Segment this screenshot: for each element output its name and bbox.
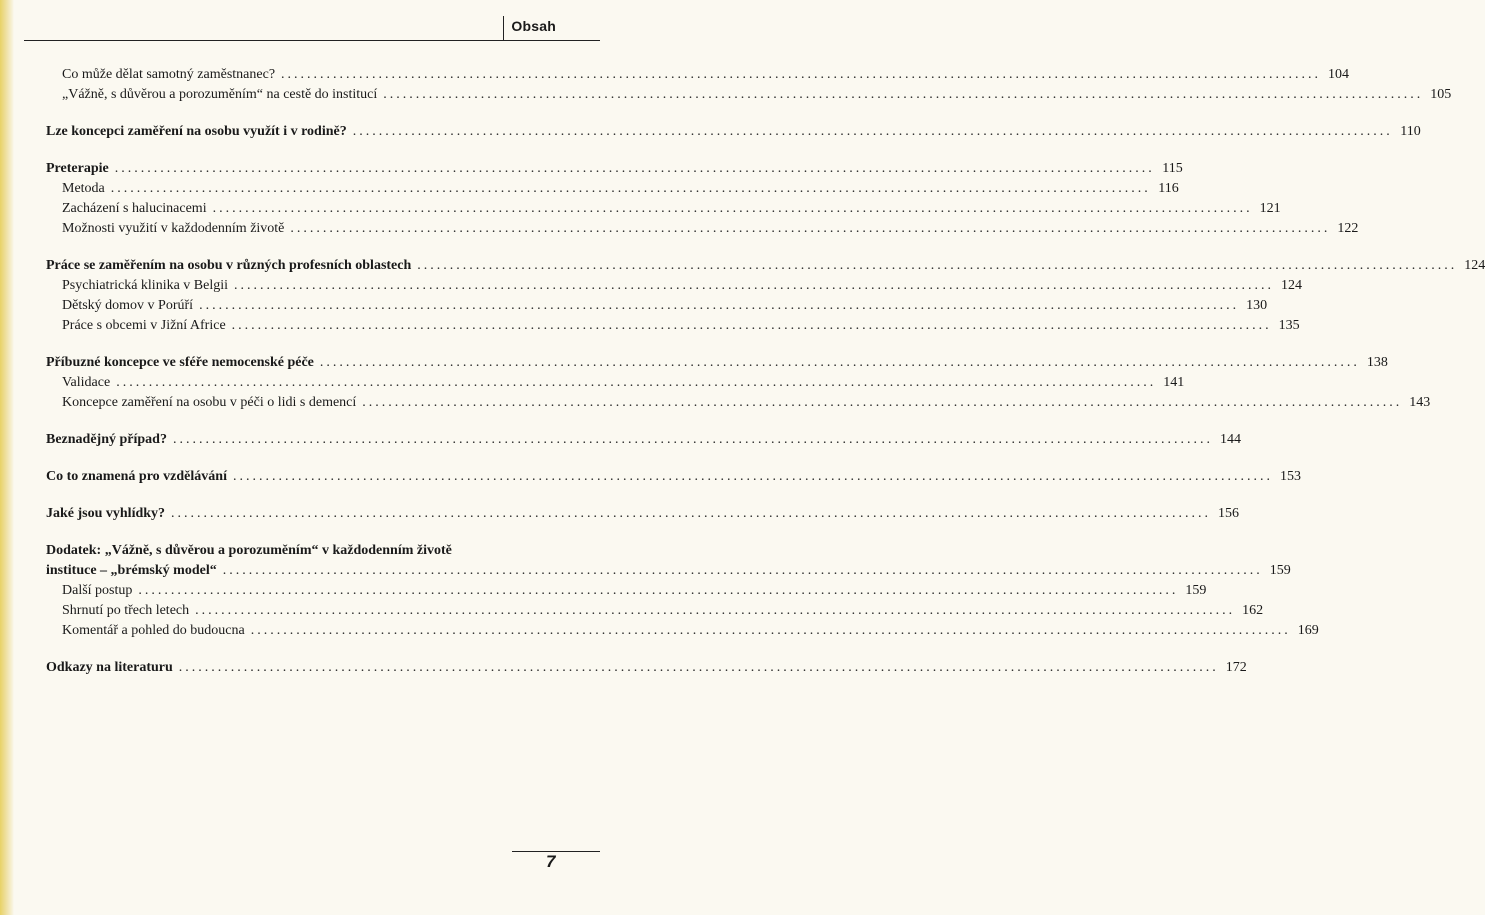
leader-dots	[281, 65, 1321, 85]
toc-chapter-title: Lze koncepci zaměření na osobu využít i v rodině?	[46, 124, 347, 139]
page-number: 7	[546, 852, 556, 871]
leader-dots	[362, 393, 1402, 413]
leader-dots	[116, 373, 1156, 393]
toc-entry-title: Práce s obcemi v Jižní Africe	[62, 318, 226, 333]
leader-dots	[234, 276, 1274, 296]
toc-chapter-title: Jaké jsou vyhlídky?	[46, 506, 166, 521]
toc-entry-page: 104	[1328, 67, 1350, 82]
header-rule	[24, 40, 600, 41]
toc-chapter[interactable]	[46, 430, 1241, 450]
toc-entry[interactable]	[46, 373, 1185, 393]
toc-entry[interactable]	[46, 276, 1303, 296]
toc-entry-title: Zacházení s halucinacemi	[62, 201, 207, 216]
leader-dots	[251, 621, 1291, 641]
toc-entry[interactable]	[46, 296, 1268, 316]
leader-dots	[171, 504, 1211, 524]
toc-chapter-title: Dodatek: „Vážně, s důvěrou a porozuměním“ v každodenním životě	[46, 543, 452, 558]
leader-dots	[179, 658, 1219, 678]
toc-entry[interactable]	[46, 199, 1281, 219]
toc-entry-page: 162	[1242, 603, 1264, 618]
toc-chapter-page: 115	[1162, 161, 1183, 176]
leader-dots	[417, 256, 1457, 276]
toc-entry-page: 169	[1297, 623, 1319, 638]
leader-dots	[320, 353, 1360, 373]
toc-chapter-title-cont: instituce – „brémský model“	[46, 563, 217, 578]
toc-chapter[interactable]	[46, 504, 1240, 524]
toc-entry-page: 159	[1185, 583, 1207, 598]
toc-chapter[interactable]	[46, 256, 1485, 276]
leader-dots	[115, 159, 1155, 179]
leader-dots	[383, 85, 1423, 105]
page-edge	[0, 0, 14, 915]
toc-entry-page: 130	[1246, 298, 1268, 313]
toc-chapter-page: 159	[1269, 563, 1291, 578]
toc-chapter-page: 144	[1219, 432, 1241, 447]
toc-entry[interactable]	[46, 581, 1207, 601]
table-of-contents	[46, 65, 1485, 678]
leader-dots	[353, 122, 1393, 142]
toc-entry-page: 105	[1430, 87, 1452, 102]
toc-chapter-title: Co to znamená pro vzdělávání	[46, 469, 227, 484]
leader-dots	[195, 601, 1235, 621]
footer-rule	[512, 851, 600, 852]
toc-chapter[interactable]	[46, 467, 1301, 487]
toc-chapter-page: 124	[1464, 258, 1485, 273]
toc-entry-page: 116	[1158, 181, 1179, 196]
toc-entry-title: Shrnutí po třech letech	[62, 603, 190, 618]
leader-dots	[138, 581, 1178, 601]
leader-dots	[290, 219, 1330, 239]
toc-entry[interactable]	[46, 316, 1300, 336]
toc-entry-title: Co může dělat samotný zaměstnanec?	[62, 67, 276, 82]
toc-entry-title: Validace	[62, 375, 111, 390]
toc-entry-page: 121	[1259, 201, 1281, 216]
toc-chapter-page: 153	[1279, 469, 1301, 484]
toc-entry-title: Psychiatrická klinika v Belgii	[62, 278, 229, 293]
toc-chapter-page: 110	[1400, 124, 1421, 139]
leader-dots	[173, 430, 1213, 450]
toc-chapter[interactable]	[46, 561, 1291, 581]
toc-entry-page: 141	[1163, 375, 1185, 390]
toc-chapter-page: 156	[1218, 506, 1240, 521]
leader-dots	[199, 296, 1239, 316]
toc-chapter-line1[interactable]	[46, 541, 556, 561]
toc-chapter-title: Beznadějný případ?	[46, 432, 167, 447]
leader-dots	[111, 179, 1151, 199]
toc-chapter[interactable]	[46, 658, 1247, 678]
running-header: Obsah	[511, 18, 556, 34]
toc-entry[interactable]	[46, 179, 1179, 199]
toc-chapter[interactable]	[46, 122, 1421, 142]
toc-entry[interactable]	[46, 219, 1359, 239]
toc-entry-title: Dětský domov v Porúří	[62, 298, 194, 313]
toc-chapter-page: 172	[1225, 660, 1247, 675]
toc-chapter[interactable]	[46, 159, 1183, 179]
toc-entry-page: 122	[1337, 221, 1359, 236]
toc-entry[interactable]	[46, 393, 1431, 413]
toc-entry[interactable]	[46, 85, 1452, 105]
toc-chapter-title: Příbuzné koncepce ve sféře nemocenské péče	[46, 355, 314, 370]
toc-chapter-title: Preterapie	[46, 161, 109, 176]
leader-dots	[233, 467, 1273, 487]
toc-entry-page: 135	[1278, 318, 1300, 333]
leader-dots	[232, 316, 1272, 336]
toc-entry-title: Možnosti využití v každodenním životě	[62, 221, 285, 236]
toc-entry-title: Komentář a pohled do budoucna	[62, 623, 245, 638]
toc-entry-title: Koncepce zaměření na osobu v péči o lidi s demencí	[62, 395, 357, 410]
leader-dots	[213, 199, 1253, 219]
leader-dots	[223, 561, 1263, 581]
toc-chapter-title: Práce se zaměřením na osobu v různých profesních oblastech	[46, 258, 412, 273]
toc-entry-title: Další postup	[62, 583, 133, 598]
toc-entry-page: 143	[1409, 395, 1431, 410]
toc-chapter-title: Odkazy na literaturu	[46, 660, 173, 675]
toc-entry-title: „Vážně, s důvěrou a porozuměním“ na cestě do institucí	[62, 87, 378, 102]
toc-entry[interactable]	[46, 65, 1350, 85]
toc-entry-page: 124	[1281, 278, 1303, 293]
toc-entry-title: Metoda	[62, 181, 105, 196]
toc-chapter[interactable]	[46, 353, 1388, 373]
toc-entry[interactable]	[46, 601, 1264, 621]
toc-chapter-page: 138	[1366, 355, 1388, 370]
toc-entry[interactable]	[46, 621, 1319, 641]
